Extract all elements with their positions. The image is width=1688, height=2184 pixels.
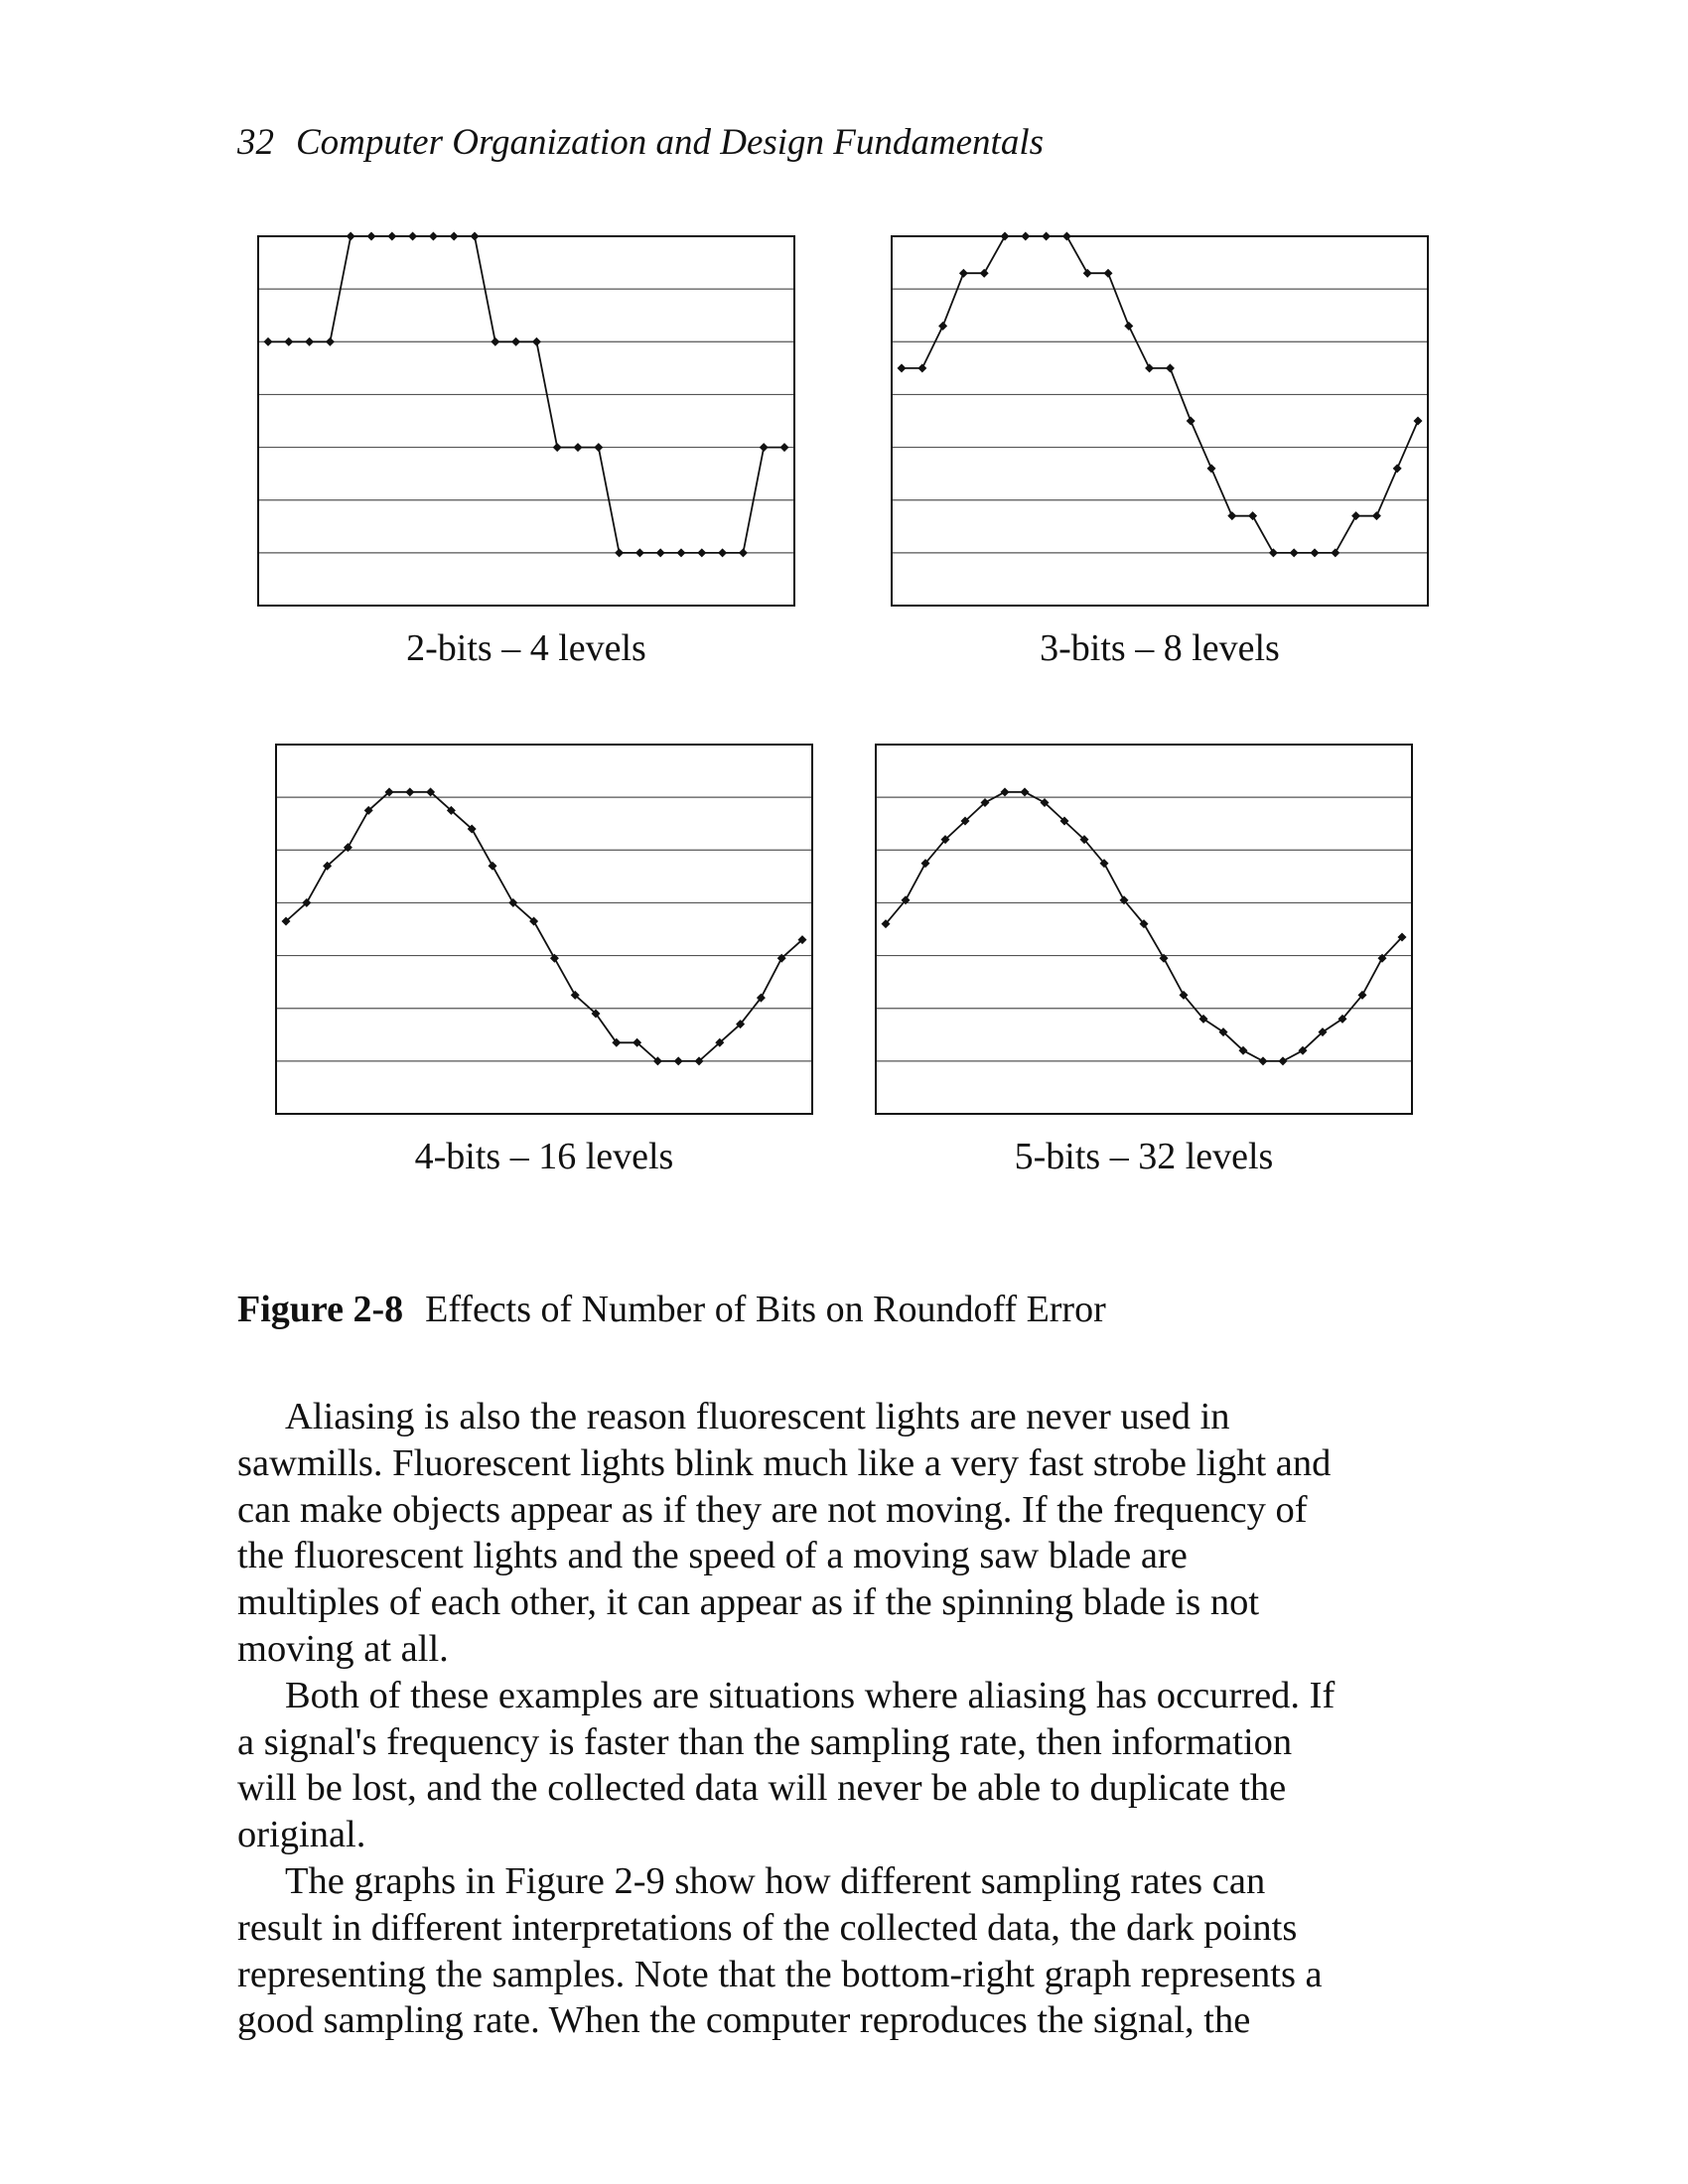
data-point	[1248, 511, 1257, 520]
series-line	[286, 792, 802, 1061]
data-point	[405, 787, 414, 796]
data-point	[1042, 232, 1051, 241]
paragraph-line: can make objects appear as if they are not moving. If the frequency of	[237, 1488, 1308, 1531]
data-point	[305, 338, 314, 346]
data-point	[1351, 511, 1360, 520]
data-point	[367, 232, 376, 241]
data-point	[1021, 232, 1030, 241]
chart-2-bits-plot	[258, 236, 794, 606]
data-point	[1001, 787, 1010, 796]
data-point	[1279, 1056, 1288, 1065]
running-head	[237, 121, 1044, 164]
data-point	[677, 548, 686, 557]
paragraph-line: The graphs in Figure 2-9 show how different sampling rates can	[285, 1859, 1266, 1902]
paragraph-line: good sampling rate. When the computer reproduces the signal, the	[237, 1999, 1251, 2042]
data-point	[471, 232, 480, 241]
plot-frame	[876, 745, 1412, 1114]
data-point	[1372, 511, 1381, 520]
data-point	[739, 548, 748, 557]
data-point	[674, 1056, 683, 1065]
data-point	[553, 443, 562, 452]
paragraph-line: will be lost, and the collected data will never be able to duplicate the	[237, 1767, 1287, 1810]
paragraph-line: moving at all.	[237, 1627, 449, 1670]
data-point	[1187, 417, 1196, 426]
data-point	[656, 548, 665, 557]
data-point	[347, 232, 355, 241]
chart-4-bits	[276, 745, 812, 1177]
data-point	[1290, 548, 1299, 557]
data-point	[980, 269, 989, 278]
data-point	[1207, 464, 1216, 473]
data-point	[635, 548, 644, 557]
data-point	[429, 232, 438, 241]
chart-5-bits-plot	[876, 745, 1412, 1114]
data-point	[1124, 322, 1133, 331]
chart-2-bits	[258, 236, 794, 669]
paragraph-line: sawmills. Fluorescent lights blink much like a very fast strobe light and	[237, 1441, 1332, 1484]
data-point	[615, 548, 624, 557]
data-point	[938, 322, 947, 331]
chart-4-bits-plot	[276, 745, 812, 1114]
data-point	[491, 338, 499, 346]
page-number: 32	[237, 122, 274, 163]
chart-5-bits	[876, 745, 1412, 1177]
data-point	[1001, 232, 1010, 241]
data-point	[1021, 787, 1030, 796]
data-point	[1166, 363, 1175, 372]
plot-frame	[276, 745, 812, 1114]
data-point	[760, 443, 769, 452]
figure-number: Figure 2-8	[237, 1289, 404, 1330]
data-point	[1104, 269, 1113, 278]
plot-frame	[258, 236, 794, 606]
data-point	[284, 338, 293, 346]
data-point	[697, 548, 706, 557]
data-point	[1269, 548, 1278, 557]
figure-title: Effects of Number of Bits on Roundoff Error	[425, 1289, 1106, 1330]
data-point	[1259, 1056, 1268, 1065]
paragraph-line: a signal's frequency is faster than the sampling rate, then information	[237, 1720, 1293, 1763]
plot-frame	[892, 236, 1428, 606]
data-point	[387, 232, 396, 241]
data-point	[264, 338, 273, 346]
data-point	[408, 232, 417, 241]
data-point	[1227, 511, 1236, 520]
data-point	[1311, 548, 1320, 557]
figure-caption	[237, 1288, 1106, 1331]
paragraph-line: original.	[237, 1814, 366, 1856]
data-point	[1145, 363, 1154, 372]
data-point	[898, 363, 907, 372]
paragraph-line: representing the samples. Note that the bottom-right graph represents a	[237, 1953, 1323, 1995]
data-point	[594, 443, 603, 452]
data-point	[532, 338, 541, 346]
data-point	[917, 363, 926, 372]
chart-3-bits-plot	[892, 236, 1428, 606]
chart-3-bits-caption: 3-bits – 8 levels	[1040, 627, 1280, 669]
body-text	[237, 1394, 1459, 2044]
chart-4-bits-caption: 4-bits – 16 levels	[414, 1136, 674, 1177]
paragraph-line: multiples of each other, it can appear as if the spinning blade is not	[237, 1581, 1260, 1624]
chart-2-bits-caption: 2-bits – 4 levels	[406, 627, 646, 669]
paragraph-line: Aliasing is also the reason fluorescent lights are never used in	[285, 1396, 1230, 1437]
data-point	[511, 338, 520, 346]
data-point	[1393, 464, 1402, 473]
paragraph-line: result in different interpretations of the collected data, the dark points	[237, 1906, 1298, 1949]
data-point	[1083, 269, 1092, 278]
paragraph-line: Both of these examples are situations where aliasing has occurred. If	[285, 1674, 1336, 1716]
chart-3-bits	[892, 236, 1428, 669]
data-point	[489, 862, 497, 871]
data-point	[780, 443, 789, 452]
book-title: Computer Organization and Design Fundamentals	[296, 122, 1045, 163]
data-point	[1062, 232, 1071, 241]
paragraph-line: the fluorescent lights and the speed of a moving saw blade are	[237, 1535, 1188, 1577]
data-point	[450, 232, 459, 241]
chart-5-bits-caption: 5-bits – 32 levels	[1014, 1136, 1274, 1177]
data-point	[326, 338, 335, 346]
data-point	[1414, 417, 1423, 426]
data-point	[959, 269, 968, 278]
data-point	[574, 443, 583, 452]
data-point	[1331, 548, 1339, 557]
data-point	[718, 548, 727, 557]
